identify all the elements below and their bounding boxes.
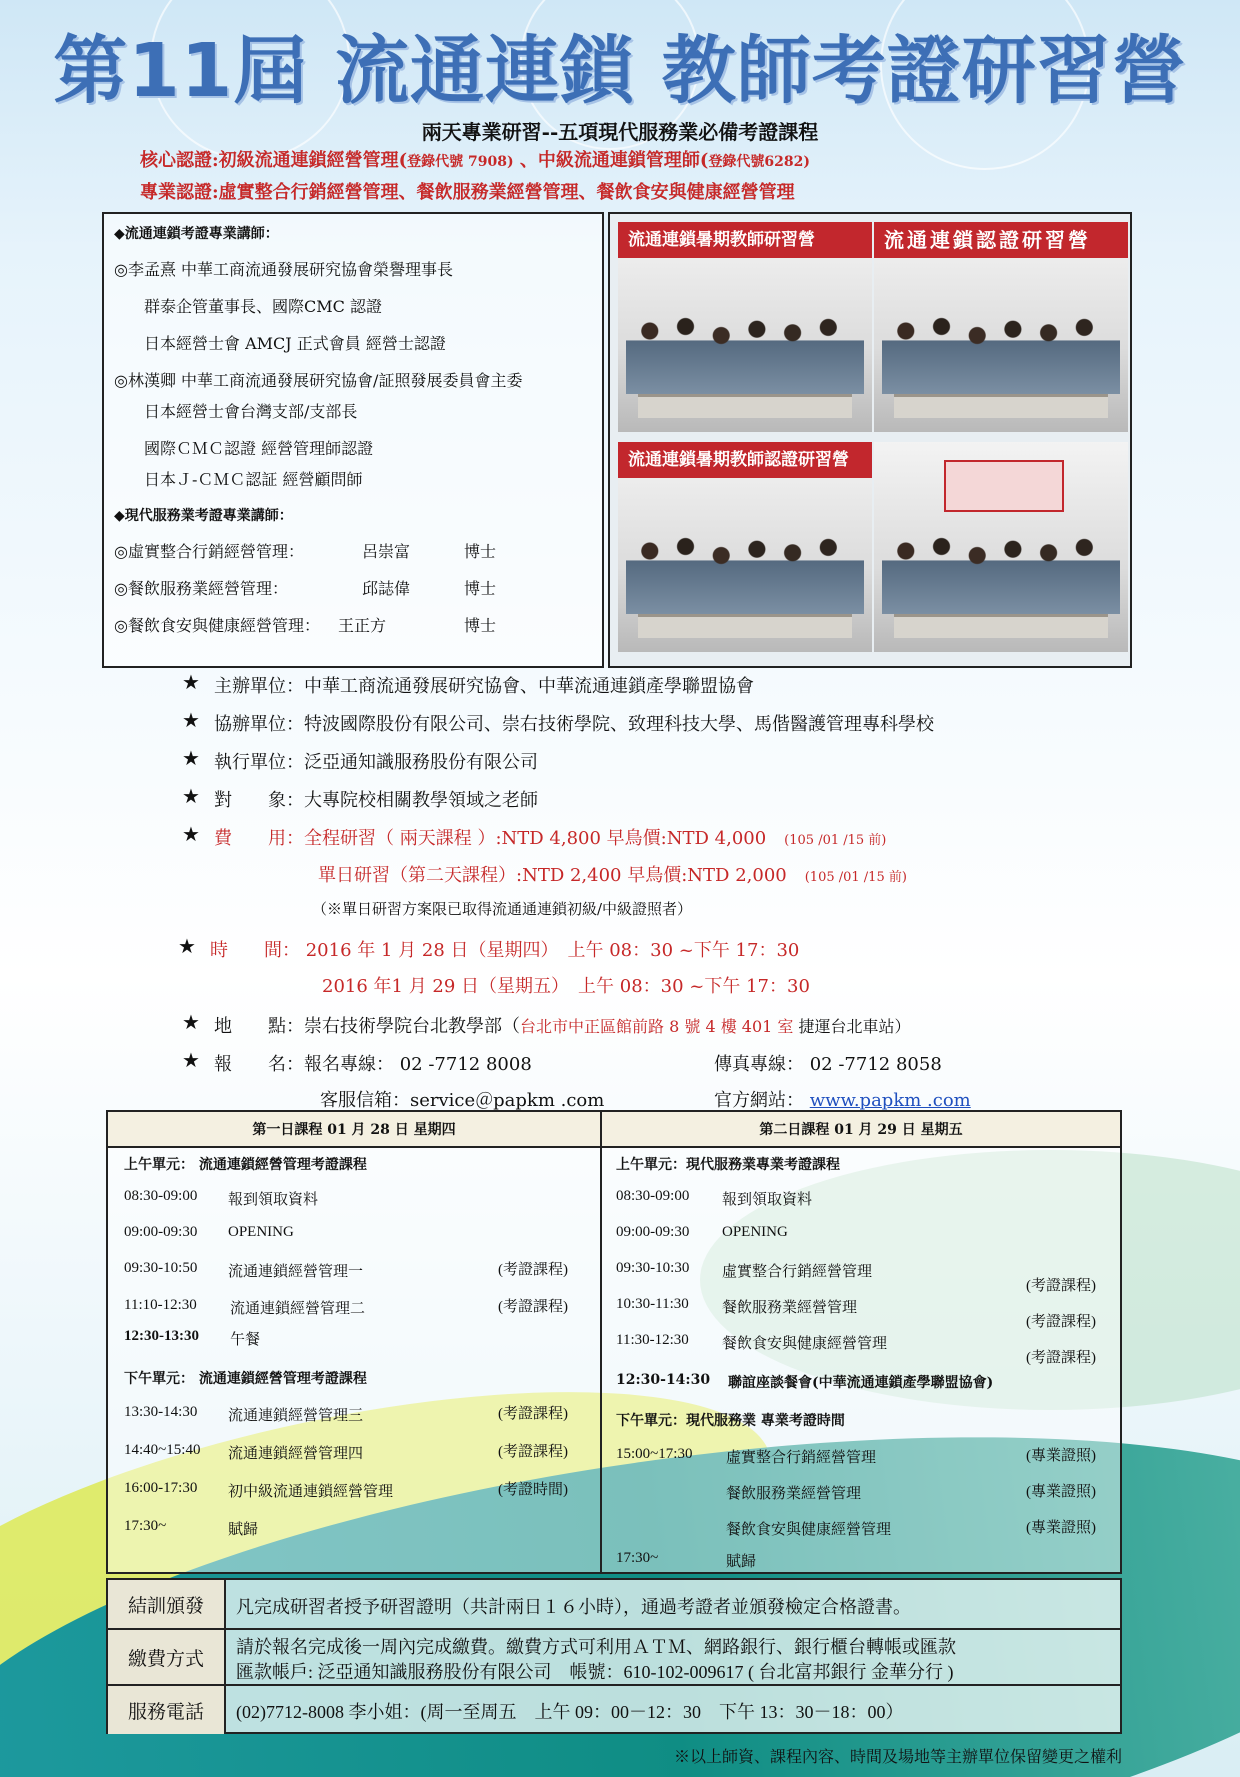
schedule-row: 09:00-09:30 (124, 1224, 198, 1240)
fee-note: （※單日研習方案限已取得流通通連鎖初級/中級證照者） (312, 900, 693, 918)
exam-note: (考證課程) (1026, 1278, 1096, 1294)
schedule-item: 流通連鎖經營管理四 (228, 1446, 364, 1462)
schedule-row: 17:30~ (124, 1518, 167, 1534)
audience-line: 對 象：大專院校相關教學領域之老師 (214, 790, 538, 811)
disclaimer-footnote: ※以上師資、課程內容、時間及場地等主辦單位保留變更之權利 (673, 1747, 1122, 1766)
exam-note: (考證課程) (1026, 1314, 1096, 1330)
schedule-row: 09:30-10:30 (616, 1260, 690, 1276)
co-organizer-line: 協辦單位：特波國際股份有限公司、崇右技術學院、致理科技大學、馬偕醫護管理專科學校 (214, 714, 934, 735)
group-photo: 流通連鎖暑期教師研習營 (618, 222, 872, 432)
core-cert-line: 核心認證:初級流通連鎖經營管理(登錄代號 7908) 、中級流通連鎖管理師(登錄代號6282) (140, 150, 811, 171)
schedule-row: 12:30-14:30 (616, 1372, 711, 1388)
exam-note: (考證時間) (498, 1482, 568, 1498)
group-photo: 流通連鎖暑期教師認證研習營 (618, 442, 872, 652)
time-line: 2016 年1 月 29 日（星期五） 上午 08：30 ~下午 17：30 (322, 976, 810, 997)
schedule-item: 初中級流通連鎖經營管理 (228, 1484, 394, 1500)
cert-note: (專業證照) (1026, 1484, 1096, 1500)
instructor-line: 國際ＣＭＣ認證 經營管理師認證 (144, 439, 374, 458)
row-label: 服務電話 (108, 1686, 226, 1734)
fee-line: 單日研習（第二天課程）:NTD 2,400 早鳥價:NTD 2,000 (105 /01 /15 前) (318, 865, 907, 886)
section-heading: ◆現代服務業考證專業講師： (114, 508, 293, 524)
schedule-row: 13:30-14:30 (124, 1404, 198, 1420)
poster-title: 第11屆 流通連鎖 教師考證研習營 (53, 28, 1187, 114)
executor-line: 執行單位：泛亞通知識服務股份有限公司 (214, 752, 538, 773)
row-text: (02)7712-8008 李小姐：(周一至周五 上午 09：00－12：30 下午 13：30－18：00） (236, 1702, 904, 1722)
instructor-line: ◎餐飲服務業經營管理： 邱誌偉 博士 (114, 579, 497, 598)
star-icon: ★ (182, 670, 200, 694)
row-text: 請於報名完成後一周內完成繳費。繳費方式可利用ＡＴＭ、網路銀行、銀行櫃台轉帳或匯款 (236, 1637, 956, 1657)
exam-note: (考證課程) (498, 1406, 568, 1422)
section-heading: ◆流通連鎖考證專業講師： (114, 226, 279, 242)
poster-subtitle: 兩天專業研習--五項現代服務業必備考證課程 (421, 120, 819, 144)
schedule-row: 14:40~15:40 (124, 1442, 201, 1458)
exam-note: (考證課程) (1026, 1350, 1096, 1366)
info-row (108, 1580, 1120, 1630)
schedule-item: 餐飲食安與健康經營管理 (722, 1336, 888, 1352)
schedule-row: 11:10-12:30 (124, 1297, 197, 1313)
schedule-item: 午餐 (230, 1332, 261, 1348)
star-icon: ★ (182, 746, 200, 770)
cert-note: (專業證照) (1026, 1448, 1096, 1464)
session-heading: 下午單元： 流通連鎖經營管理考證課程 (124, 1371, 367, 1387)
session-heading: 下午單元：現代服務業 專業考證時間 (616, 1413, 845, 1429)
schedule-item: 流通連鎖經營管理二 (230, 1301, 366, 1317)
schedule-row: 08:30-09:00 (124, 1188, 198, 1204)
instructor-line: 日本經營士會台灣支部/支部長 (144, 402, 358, 421)
schedule-item: 流通連鎖經營管理一 (228, 1264, 364, 1280)
info-row (108, 1630, 1120, 1686)
star-icon: ★ (182, 1010, 200, 1034)
schedule-row: 09:30-10:50 (124, 1260, 198, 1276)
schedule-item: 餐飲服務業經營管理 (722, 1300, 858, 1316)
exam-note: (考證課程) (498, 1299, 568, 1315)
session-heading: 上午單元： 流通連鎖經營管理考證課程 (124, 1157, 367, 1173)
day2-header: 第二日課程 01 月 29 日 星期五 (602, 1112, 1120, 1148)
fax-line: 傳真專線： 02 -7712 8058 (714, 1054, 942, 1075)
schedule-row: 16:00-17:30 (124, 1480, 198, 1496)
instructor-line: 日本經營士會 AMCJ 正式會員 經營士認證 (144, 334, 446, 353)
email-line: 客服信箱：service＠papkm .com (320, 1090, 605, 1111)
bottom-info-table (106, 1578, 1122, 1734)
group-photo: 流通連鎖認證研習營 (874, 222, 1128, 432)
schedule-row: 10:30-11:30 (616, 1296, 689, 1312)
day1-header: 第一日課程 01 月 28 日 星期四 (108, 1112, 600, 1148)
photo-collage (608, 212, 1132, 668)
instructor-line: 群泰企管董事長、國際CMC 認證 (144, 297, 382, 316)
row-label: 繳費方式 (108, 1630, 226, 1684)
schedule-item: 賦歸 (228, 1522, 259, 1538)
schedule-row: 12:30-13:30 (124, 1328, 199, 1344)
schedule-row: 17:30~ (616, 1550, 659, 1566)
schedule-item: 餐飲服務業經營管理 (726, 1486, 862, 1502)
venue-line: 地 點：崇右技術學院台北教學部（台北市中正區館前路 8 號 4 樓 401 室 捷運台北車站） (214, 1016, 911, 1037)
instructors-box (102, 212, 604, 668)
schedule-item: 虛實整合行銷經營管理 (722, 1264, 873, 1280)
star-icon: ★ (182, 822, 200, 846)
schedule-item: 餐飲食安與健康經營管理 (726, 1522, 892, 1538)
cert-note: (專業證照) (1026, 1520, 1096, 1536)
website-line: 官方網站： www.papkm .com (714, 1090, 971, 1111)
instructor-line: 日本Ｊ-ＣＭＣ認証 經營顧問師 (144, 470, 363, 489)
row-text: 凡完成研習者授予研習證明（共計兩日１６小時），通過考證者並頒發檢定合格證書。 (236, 1597, 911, 1617)
schedule-item: 賦歸 (726, 1554, 757, 1570)
schedule-item: 流通連鎖經營管理三 (228, 1408, 364, 1424)
schedule-table (106, 1110, 1122, 1574)
time-line: 時 間： 2016 年 1 月 28 日（星期四） 上午 08：30 ~下午 17：30 (210, 940, 800, 961)
group-photo (874, 442, 1128, 652)
instructor-line: ◎餐飲食安與健康經營管理： 王正方 博士 (114, 616, 497, 635)
schedule-row: 15:00~17:30 (616, 1446, 693, 1462)
instructor-line: ◎林漢卿 中華工商流通發展研究協會/証照發展委員會主委 (114, 371, 523, 390)
organizer-line: 主辦單位：中華工商流通發展研究協會、中華流通連鎖產學聯盟協會 (214, 676, 754, 697)
schedule-row: 08:30-09:00 (616, 1188, 690, 1204)
star-icon: ★ (182, 708, 200, 732)
schedule-row: 11:30-12:30 (616, 1332, 689, 1348)
pro-cert-line: 專業認證:虛實整合行銷經營管理、餐飲服務業經營管理、餐飲食安與健康經營管理 (140, 182, 795, 203)
instructor-line: ◎李孟熹 中華工商流通發展研究協會榮譽理事長 (114, 260, 454, 279)
info-row (108, 1686, 1120, 1734)
schedule-row: 09:00-09:30 (616, 1224, 690, 1240)
row-label: 結訓頒發 (108, 1580, 226, 1628)
schedule-item: 虛實整合行銷經營管理 (726, 1450, 877, 1466)
registration-line: 報 名：報名專線： 02 -7712 8008 (214, 1054, 532, 1075)
fee-line: 費 用：全程研習（ 兩天課程 ）:NTD 4,800 早鳥價:NTD 4,000 (105 /01 /15 前) (214, 828, 887, 849)
instructor-line: ◎虛實整合行銷經營管理： 呂崇富 博士 (114, 542, 497, 561)
schedule-item: 報到領取資料 (722, 1192, 813, 1208)
row-text: 匯款帳戶: 泛亞通知識服務股份有限公司 帳號：610-102-009617 ( 台北富邦銀行 金華分行 ) (236, 1662, 954, 1682)
schedule-item: 聯誼座談餐會(中華流通連鎖產學聯盟協會) (728, 1375, 994, 1391)
schedule-item: OPENING (722, 1224, 788, 1240)
exam-note: (考證課程) (498, 1262, 568, 1278)
star-icon: ★ (178, 934, 196, 958)
schedule-item: OPENING (228, 1224, 294, 1240)
exam-note: (考證課程) (498, 1444, 568, 1460)
star-icon: ★ (182, 784, 200, 808)
schedule-item: 報到領取資料 (228, 1192, 319, 1208)
session-heading: 上午單元：現代服務業專業考證課程 (616, 1157, 840, 1173)
star-icon: ★ (182, 1048, 200, 1072)
website-link[interactable]: www.papkm .com (809, 1090, 971, 1111)
